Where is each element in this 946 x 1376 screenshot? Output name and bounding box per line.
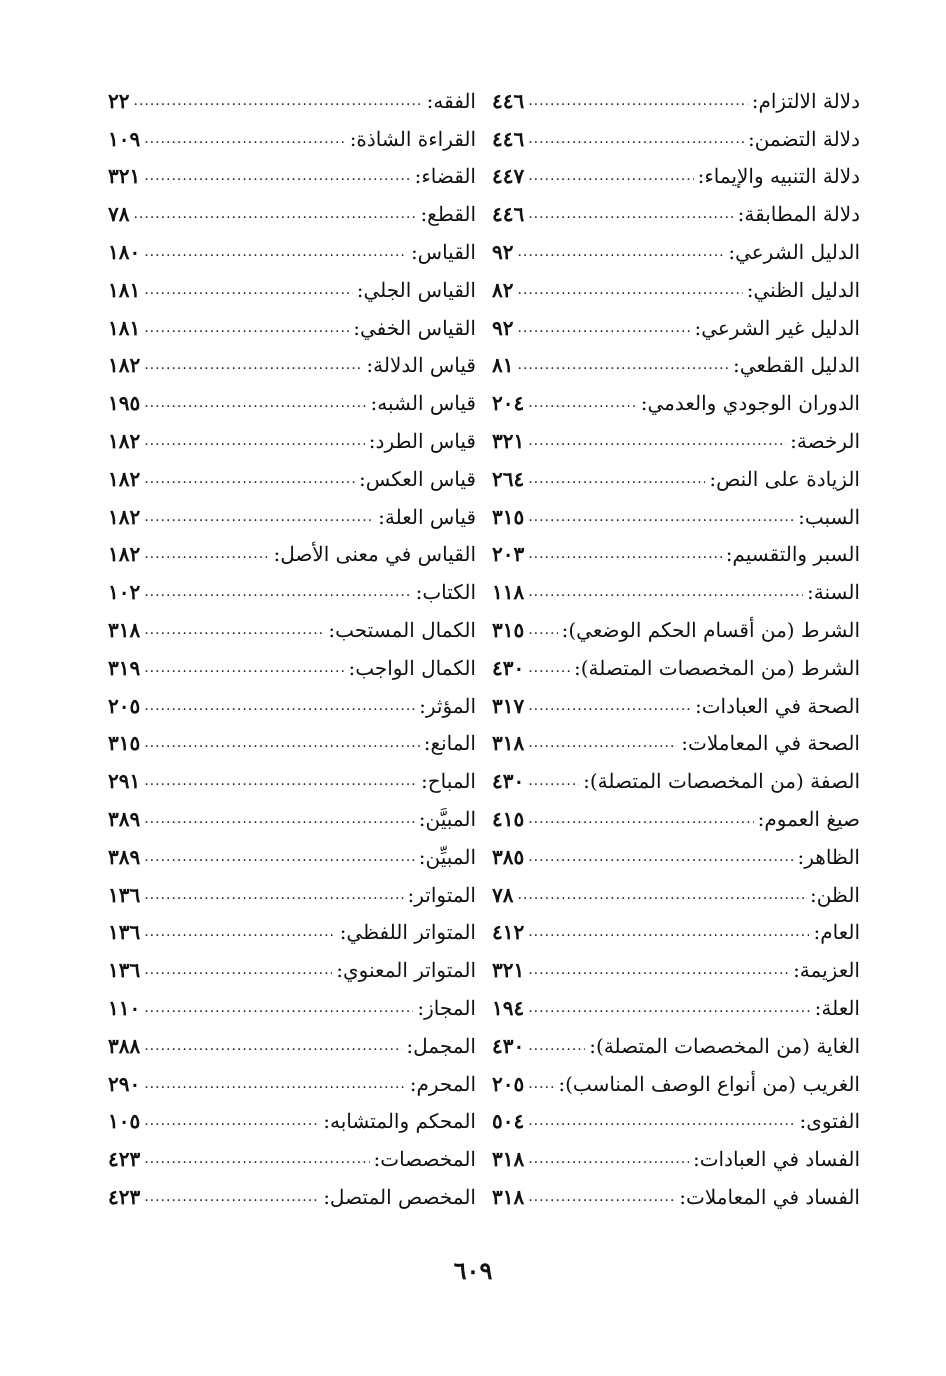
index-term: القطع:: [420, 202, 476, 227]
index-entry: [492, 158, 860, 196]
leader-dots: [528, 585, 803, 599]
index-term: دلالة الالتزام:: [751, 88, 860, 113]
leader-dots: [528, 169, 693, 183]
index-columns: [108, 82, 860, 1228]
index-term: الدليل الشرعي:: [728, 240, 860, 265]
leader-dots: [144, 245, 407, 259]
index-term: الكمال الواجب:: [348, 655, 476, 680]
leader-dots: [517, 283, 742, 297]
index-term: الفساد في المعاملات:: [679, 1185, 860, 1209]
index-entry: [108, 725, 476, 763]
index-term: قياس الطرد:: [368, 429, 476, 454]
index-page-ref: ١٨٢: [108, 542, 141, 567]
leader-dots: [528, 1190, 675, 1204]
leader-dots: [528, 850, 793, 864]
index-page-ref: ٤٣٠: [492, 655, 525, 680]
leader-dots: [144, 1077, 405, 1091]
leader-dots: [528, 207, 733, 221]
index-page-ref: ٣٨٩: [108, 807, 141, 832]
index-page-ref: ١٠٥: [108, 1109, 141, 1134]
index-page-ref: ١٩٥: [108, 391, 141, 416]
index-term: الزيادة على النص:: [709, 466, 860, 491]
index-entry: [108, 384, 476, 422]
index-page-ref: ٢٠٥: [108, 693, 141, 718]
index-entry: [108, 1065, 476, 1103]
index-entry: [108, 687, 476, 725]
index-page-ref: ٤٤٦: [492, 202, 525, 227]
index-entry: [108, 1103, 476, 1141]
index-term: العلة:: [814, 996, 860, 1021]
leader-dots: [144, 132, 345, 146]
index-term: الصفة (من المخصصات المتصلة):: [583, 769, 860, 794]
index-term: الكمال المستحب:: [328, 618, 476, 643]
index-entry: [492, 1065, 860, 1103]
index-entry: [492, 951, 860, 989]
index-entry: [492, 573, 860, 611]
index-entry: [492, 536, 860, 574]
index-entry: [108, 762, 476, 800]
leader-dots: [528, 623, 557, 637]
index-entry: [108, 309, 476, 347]
index-page-ref: ٢٠٣: [492, 542, 525, 567]
index-term: قياس العلة:: [378, 504, 476, 529]
leader-dots: [528, 510, 794, 524]
index-page-ref: ٥٠٤: [492, 1109, 525, 1134]
leader-dots: [144, 736, 420, 750]
index-entry: [108, 120, 476, 158]
index-entry: [492, 649, 860, 687]
leader-dots: [528, 774, 579, 788]
index-entry: [492, 309, 860, 347]
index-page-ref: ١١٨: [492, 580, 525, 605]
leader-dots: [133, 94, 422, 108]
index-term: القضاء:: [414, 164, 476, 189]
index-entry: [108, 573, 476, 611]
index-page-ref: ٢٢: [108, 88, 130, 113]
index-entry: [108, 951, 476, 989]
index-entry: [492, 762, 860, 800]
index-page-ref: ١٣٦: [108, 920, 141, 945]
index-page-ref: ٤٤٦: [492, 126, 525, 151]
index-page-ref: ٧٨: [108, 202, 130, 227]
leader-dots: [528, 1001, 810, 1015]
index-page-ref: ٣١٥: [492, 618, 525, 643]
leader-dots: [528, 963, 789, 977]
leader-dots: [144, 1152, 369, 1166]
index-term: المبيِّن:: [418, 844, 476, 869]
index-term: الفتوى:: [799, 1109, 860, 1134]
leader-dots: [528, 1039, 585, 1053]
index-entry: [108, 649, 476, 687]
index-entry: [108, 460, 476, 498]
index-entry: [108, 1027, 476, 1065]
leader-dots: [528, 699, 691, 713]
index-entry: [108, 1140, 476, 1178]
leader-dots: [144, 396, 366, 410]
leader-dots: [144, 661, 344, 675]
index-entry: [492, 838, 860, 876]
index-entry: [492, 914, 860, 952]
index-page-ref: ٢٩٠: [108, 1071, 141, 1096]
index-term: الظن:: [809, 882, 860, 907]
page-number: ٦٠٩: [453, 1256, 493, 1285]
index-entry: [492, 82, 860, 120]
index-entry: [492, 800, 860, 838]
index-entry: [492, 611, 860, 649]
index-page-ref: ٣٢١: [492, 429, 525, 454]
index-page-ref: ٣١٨: [492, 1147, 525, 1172]
index-page-ref: ٣٢١: [492, 958, 525, 983]
leader-dots: [144, 925, 335, 939]
index-page-ref: ٤٤٧: [492, 164, 525, 189]
index-entry: [108, 233, 476, 271]
index-term: المتواتر اللفظي:: [339, 920, 476, 945]
index-term: الكتاب:: [415, 580, 476, 605]
index-entry: [108, 989, 476, 1027]
leader-dots: [517, 321, 690, 335]
index-page-ref: ٤٢٣: [108, 1185, 141, 1209]
index-term: القياس الجلي:: [356, 277, 476, 302]
leader-dots: [528, 434, 786, 448]
index-page-ref: ١٨٠: [108, 240, 141, 265]
index-entry: [492, 195, 860, 233]
index-entry: [108, 82, 476, 120]
index-term: الشرط (من أقسام الحكم الوضعي):: [561, 618, 860, 643]
index-term: الظاهر:: [797, 844, 860, 869]
index-page-ref: ٣٨٩: [108, 844, 141, 869]
leader-dots: [144, 585, 411, 599]
index-entry: [492, 876, 860, 914]
index-entry: [492, 347, 860, 385]
index-entry: [492, 1178, 860, 1216]
index-entry: [108, 158, 476, 196]
index-term: السبب:: [798, 504, 860, 529]
index-term: السبر والتقسيم:: [725, 542, 860, 567]
index-page-ref: ٣١٨: [492, 1185, 525, 1209]
index-entry: [492, 384, 860, 422]
index-term: القياس الخفي:: [353, 315, 476, 340]
index-entry: [108, 876, 476, 914]
index-entry: [492, 989, 860, 1027]
index-page-ref: ١٣٦: [108, 958, 141, 983]
index-term: الشرط (من المخصصات المتصلة):: [573, 655, 860, 680]
leader-dots: [144, 510, 374, 524]
index-entry: [492, 120, 860, 158]
index-entry: [108, 1178, 476, 1216]
leader-dots: [144, 321, 349, 335]
index-entry: [492, 460, 860, 498]
index-page-ref: ٤١٢: [492, 920, 525, 945]
leader-dots: [517, 358, 729, 372]
index-page-ref: ٣١٨: [492, 731, 525, 756]
leader-dots: [528, 812, 753, 826]
leader-dots: [528, 1077, 554, 1091]
index-term: قياس الدلالة:: [366, 353, 476, 378]
index-term: دلالة التنبيه والإيماء:: [697, 164, 860, 189]
index-page-ref: ١٠٢: [108, 580, 141, 605]
index-page-ref: ٣١٨: [108, 618, 141, 643]
index-term: المحكم والمتشابه:: [323, 1109, 476, 1134]
index-page-ref: ٨١: [492, 353, 514, 378]
index-page-ref: ٣٢١: [108, 164, 141, 189]
leader-dots: [133, 207, 416, 221]
index-entry: [492, 422, 860, 460]
leader-dots: [144, 434, 365, 448]
index-term: الغريب (من أنواع الوصف المناسب):: [558, 1071, 860, 1096]
index-term: المجمل:: [406, 1033, 476, 1058]
index-page-ref: ٣٨٥: [492, 844, 525, 869]
leader-dots: [144, 283, 353, 297]
leader-dots: [528, 396, 637, 410]
index-page-ref: ١٨١: [108, 277, 141, 302]
index-term: الفساد في العبادات:: [692, 1147, 860, 1172]
index-page-ref: ٩٢: [492, 315, 514, 340]
index-term: الدليل الظني:: [746, 277, 860, 302]
index-page-ref: ١٨٢: [108, 466, 141, 491]
index-entry: [108, 422, 476, 460]
index-page-ref: ٢٦٤: [492, 466, 525, 491]
index-entry: [108, 536, 476, 574]
index-page-ref: ٧٨: [492, 882, 514, 907]
leader-dots: [528, 547, 721, 561]
index-page-ref: ٤٤٦: [492, 88, 525, 113]
leader-dots: [144, 812, 415, 826]
leader-dots: [144, 888, 403, 902]
index-page-ref: ١٣٦: [108, 882, 141, 907]
index-page-ref: ١٨٢: [108, 353, 141, 378]
index-term: الغاية (من المخصصات المتصلة):: [589, 1033, 860, 1058]
index-page-ref: ٢٠٥: [492, 1071, 525, 1096]
index-page-ref: ٤٣٠: [492, 1033, 525, 1058]
index-term: الدوران الوجودي والعدمي:: [640, 391, 860, 416]
leader-dots: [528, 94, 747, 108]
leader-dots: [528, 1152, 689, 1166]
index-term: المبيَّن:: [418, 807, 476, 832]
index-term: العام:: [813, 920, 860, 945]
leader-dots: [144, 850, 415, 864]
leader-dots: [144, 699, 415, 713]
index-page-ref: ٨٢: [492, 277, 514, 302]
index-term: المتواتر المعنوي:: [336, 958, 476, 983]
index-entry: [492, 1103, 860, 1141]
index-entry: [108, 838, 476, 876]
index-term: المخصصات:: [373, 1147, 476, 1172]
leader-dots: [528, 472, 705, 486]
index-column-right: [484, 82, 860, 1228]
leader-dots: [144, 963, 332, 977]
leader-dots: [144, 1039, 402, 1053]
index-page-ref: ١٨٢: [108, 504, 141, 529]
leader-dots: [144, 1001, 413, 1015]
index-entry: [108, 347, 476, 385]
leader-dots: [517, 888, 805, 902]
index-page-ref: ٣١٧: [492, 693, 525, 718]
leader-dots: [144, 1114, 319, 1128]
index-term: قياس العكس:: [358, 466, 476, 491]
index-page-ref: ٩٢: [492, 240, 514, 265]
index-term: المتواتر:: [407, 882, 476, 907]
leader-dots: [528, 925, 809, 939]
leader-dots: [144, 472, 355, 486]
index-page-ref: ٢٩١: [108, 769, 141, 794]
index-entry: [492, 271, 860, 309]
leader-dots: [144, 358, 362, 372]
leader-dots: [144, 623, 324, 637]
index-term: دلالة المطابقة:: [737, 202, 860, 227]
index-page-ref: ٤٣٠: [492, 769, 525, 794]
leader-dots: [144, 774, 417, 788]
index-entry: [108, 498, 476, 536]
leader-dots: [517, 245, 724, 259]
index-term: قياس الشبه:: [370, 391, 476, 416]
leader-dots: [528, 661, 570, 675]
index-entry: [108, 914, 476, 952]
index-term: المؤثر:: [419, 693, 476, 718]
index-term: الصحة في العبادات:: [694, 693, 860, 718]
index-page-ref: ١٨٢: [108, 429, 141, 454]
leader-dots: [144, 547, 269, 561]
index-page-ref: ١٩٤: [492, 996, 525, 1021]
index-entry: [492, 233, 860, 271]
index-page-ref: ٣٨٨: [108, 1033, 141, 1058]
index-entry: [492, 498, 860, 536]
index-term: العزيمة:: [793, 958, 860, 983]
index-page-ref: ٣١٩: [108, 655, 141, 680]
leader-dots: [144, 169, 410, 183]
index-term: القياس:: [410, 240, 476, 265]
index-entry: [108, 195, 476, 233]
index-term: الفقه:: [426, 88, 476, 113]
index-term: الدليل القطعي:: [732, 353, 860, 378]
index-entry: [492, 687, 860, 725]
index-entry: [492, 1140, 860, 1178]
index-entry: [108, 611, 476, 649]
index-term: القراءة الشاذة:: [349, 126, 476, 151]
index-page-ref: ٣١٥: [108, 731, 141, 756]
index-term: الدليل غير الشرعي:: [694, 315, 860, 340]
leader-dots: [528, 132, 744, 146]
index-page-ref: ٤٢٣: [108, 1147, 141, 1172]
index-term: القياس في معنى الأصل:: [273, 542, 476, 567]
index-page-ref: ٤١٥: [492, 807, 525, 832]
index-page-ref: ١٨١: [108, 315, 141, 340]
leader-dots: [528, 736, 677, 750]
index-page-ref: ٢٠٤: [492, 391, 525, 416]
index-page-ref: ١١٠: [108, 996, 141, 1021]
index-term: المحرم:: [409, 1071, 476, 1096]
leader-dots: [144, 1190, 319, 1204]
index-term: الصحة في المعاملات:: [681, 731, 860, 756]
index-term: المخصص المتصل:: [323, 1185, 476, 1209]
index-term: الرخصة:: [790, 429, 860, 454]
leader-dots: [528, 1114, 795, 1128]
index-term: دلالة التضمن:: [747, 126, 860, 151]
index-entry: [492, 1027, 860, 1065]
index-page-ref: ٣١٥: [492, 504, 525, 529]
index-term: المجاز:: [417, 996, 476, 1021]
index-term: المانع:: [423, 731, 476, 756]
index-page-ref: ١٠٩: [108, 126, 141, 151]
index-column-left: [108, 82, 484, 1228]
index-term: صيغ العموم:: [757, 807, 860, 832]
index-entry: [108, 800, 476, 838]
index-entry: [492, 725, 860, 763]
index-term: السنة:: [807, 580, 860, 605]
index-entry: [108, 271, 476, 309]
index-term: المباح:: [421, 769, 476, 794]
